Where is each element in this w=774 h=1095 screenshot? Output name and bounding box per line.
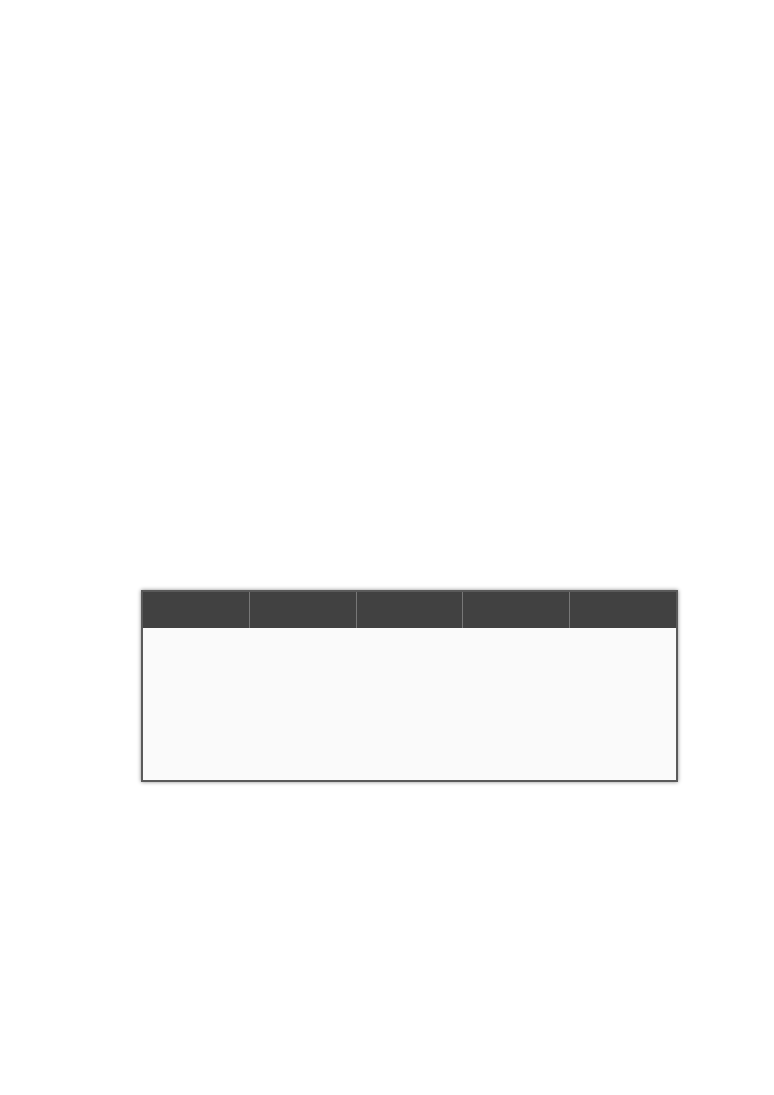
header-interest: [250, 592, 357, 628]
header-ability: [356, 592, 463, 628]
header-total: [569, 592, 676, 628]
header-code: [143, 592, 250, 628]
header-reward: [463, 592, 570, 628]
holland-result-table: [141, 590, 678, 782]
table-header-row: [143, 592, 676, 628]
